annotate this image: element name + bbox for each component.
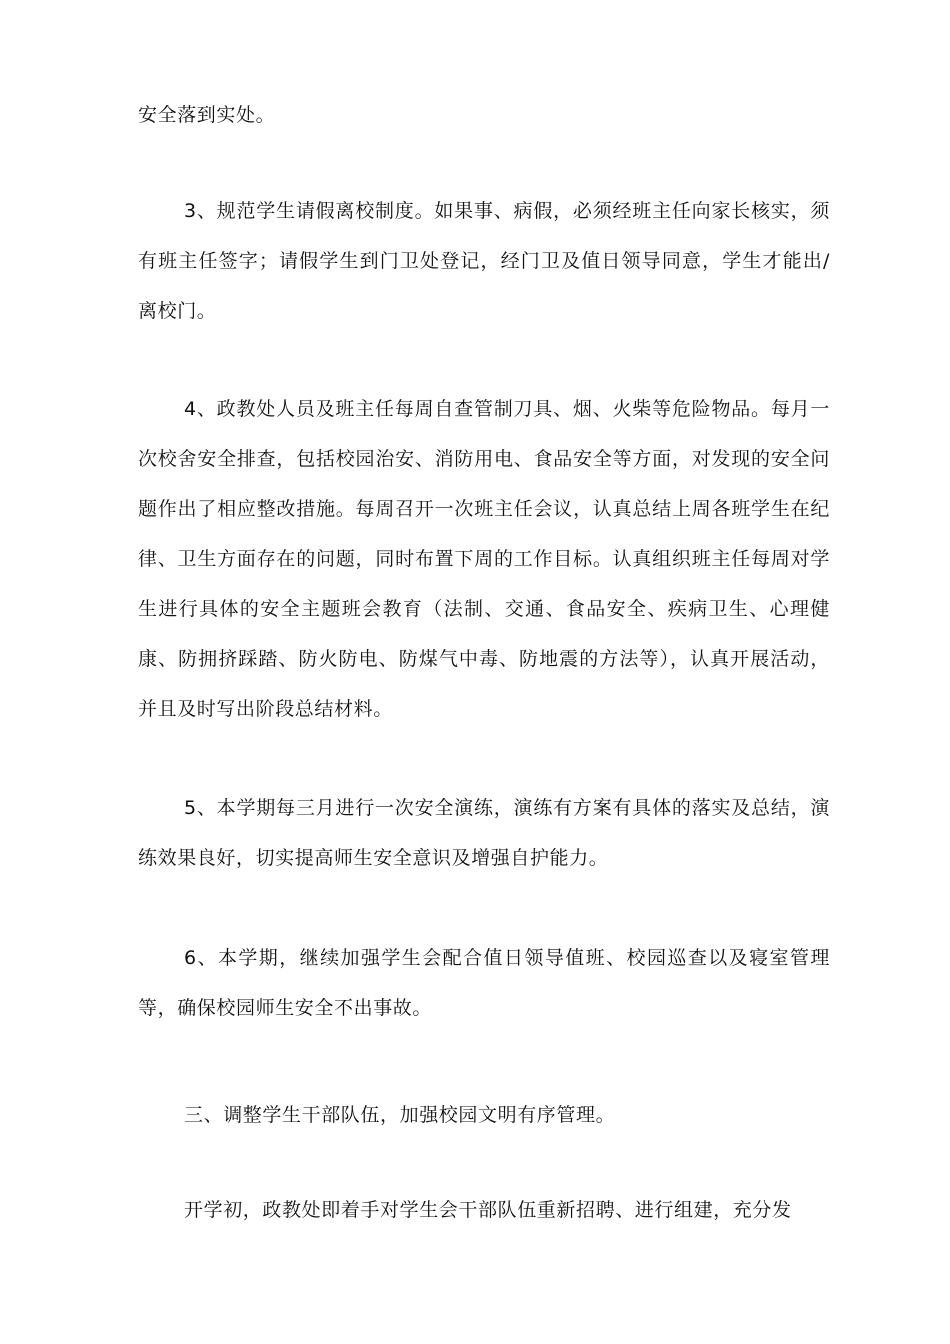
paragraph-item-3: 3、规范学生请假离校制度。如果事、病假，必须经班主任向家长核实，须有班主任签字；请假学生到门卫处登记，经门卫及值日领导同意，学生才能出/离校门。 (138, 200, 830, 322)
paragraph-continuation: 安全落到实处。 (138, 104, 276, 126)
paragraph-item-6: 6、本学期，继续加强学生会配合值日领导值班、校园巡查以及寝室管理等，确保校园师生安全不出事故。 (138, 947, 830, 1019)
paragraph-item-4: 4、政教处人员及班主任每周自查管制刀具、烟、火柴等危险物品。每月一次校舍安全排查，包括校园治安、消防用电、食品安全等方面，对发现的安全问题作出了相应整改措施。每周召开一次班主任会议，认真总结上周各班学生在纪律、卫生方面存在的问题，同时布置下周的工作目标。认真组织班主任每周对学生进行具体的安全主题班会教育（法制、交通、食品安全、疾病卫生、心理健康、防拥挤踩踏、防火防电、防煤气中毒、防地震的方法等），认真开展活动，并且及时写出阶段总结材料。 (138, 398, 830, 720)
paragraph-section-3-body: 开学初，政教处即着手对学生会干部队伍重新招聘、进行组建，充分发 (184, 1199, 792, 1221)
paragraph-item-5: 5、本学期每三月进行一次安全演练，演练有方案有具体的落实及总结，演练效果良好，切实提高师生安全意识及增强自护能力。 (138, 797, 830, 869)
section-heading-3: 三、调整学生干部队伍，加强校园文明有序管理。 (184, 1104, 616, 1126)
